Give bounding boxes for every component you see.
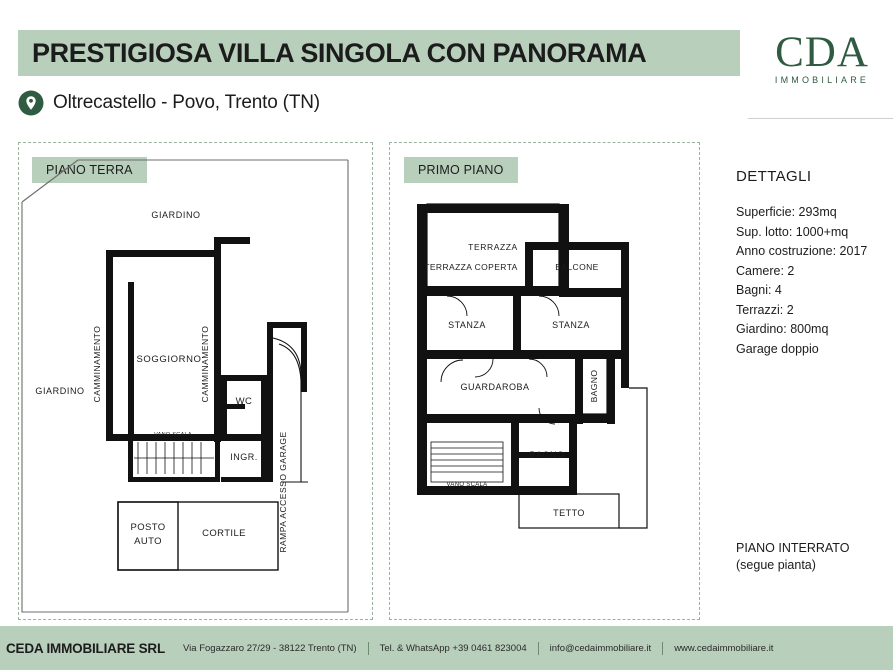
label-giardino-left: GIARDINO <box>35 386 85 396</box>
details-heading: DETTAGLI <box>736 168 812 185</box>
label-stanza-2: STANZA <box>552 320 590 330</box>
label-posto-auto-line1: POSTO <box>130 522 166 533</box>
page-title: PRESTIGIOSA VILLA SINGOLA CON PANORAMA <box>32 37 647 68</box>
footer-separator <box>368 642 369 655</box>
label-cortile: CORTILE <box>202 528 246 539</box>
detail-item-garage: Garage doppio <box>736 341 819 356</box>
basement-subtitle: (segue pianta) <box>736 558 816 572</box>
label-terrazza-coperta: TERRAZZA COPERTA <box>424 262 518 272</box>
label-soggiorno: SOGGIORNO <box>136 354 202 365</box>
footer-separator <box>662 642 663 655</box>
detail-item-lotto: Sup. lotto: 1000+mq <box>736 224 849 239</box>
ground-floor-label: PIANO TERRA <box>32 157 147 183</box>
details-section <box>736 168 891 359</box>
label-guardaroba: GUARDAROBA <box>460 382 530 392</box>
footer-address: Via Fogazzaro 27/29 - 38122 Trento (TN) <box>183 642 357 654</box>
detail-item-bagni: Bagni: 4 <box>736 283 782 297</box>
detail-item-superficie: Superficie: 293mq <box>736 205 837 219</box>
detail-item-camere: Camere: 2 <box>736 263 795 278</box>
basement-title: PIANO INTERRATO <box>736 541 850 555</box>
label-vano-scala-1p: VANO SCALA <box>446 482 488 488</box>
label-bagno-side: BAGNO <box>589 369 599 403</box>
label-wc: WC <box>235 396 253 407</box>
label-stanza-1: STANZA <box>448 320 486 330</box>
label-tetto: TETTO <box>553 508 585 518</box>
ground-floor-drawing <box>18 142 373 620</box>
label-posto-auto-line2: AUTO <box>134 536 162 547</box>
location-label: Oltrecastello - Povo, Trento (TN) <box>53 92 320 113</box>
detail-item-anno: Anno costruzione: 2017 <box>736 244 868 258</box>
title-banner <box>18 30 740 76</box>
company-logo <box>758 28 886 108</box>
location-row <box>18 88 320 118</box>
logo-divider <box>748 118 893 119</box>
label-balcone: BALCONE <box>555 262 599 272</box>
details-list <box>736 203 891 359</box>
first-floor-label: PRIMO PIANO <box>404 157 518 183</box>
first-floor-drawing <box>389 142 700 620</box>
label-terrazza: TERRAZZA <box>468 242 518 252</box>
basement-note <box>736 540 893 574</box>
footer-bar <box>0 626 893 670</box>
label-vano-scala: VANO SCALA <box>154 432 192 438</box>
footer-contact-list <box>183 642 773 655</box>
label-camminamento-2: CAMMINAMENTO <box>200 325 210 403</box>
logo-subtitle: IMMOBILIARE <box>774 75 870 85</box>
footer-separator <box>538 642 539 655</box>
label-ingresso: INGR. <box>230 452 258 462</box>
footer-website[interactable]: www.cedaimmobiliare.it <box>674 642 774 654</box>
label-giardino-top: GIARDINO <box>151 210 201 220</box>
map-pin-icon <box>18 90 44 116</box>
footer-email[interactable]: info@cedaimmobiliare.it <box>549 642 652 654</box>
footer-phone: Tel. & WhatsApp +39 0461 823004 <box>379 642 527 654</box>
label-bagno-bottom: BAGNO <box>529 450 565 460</box>
detail-item-giardino: Giardino: 800mq <box>736 322 829 336</box>
label-rampa-garage: RAMPA ACCESSO GARAGE <box>278 431 288 553</box>
logo-mark: CDA <box>775 29 869 76</box>
label-camminamento-1: CAMMINAMENTO <box>92 325 102 403</box>
footer-brand: CEDA IMMOBILIARE SRL <box>6 640 165 656</box>
detail-item-terrazzi: Terrazzi: 2 <box>736 302 794 317</box>
